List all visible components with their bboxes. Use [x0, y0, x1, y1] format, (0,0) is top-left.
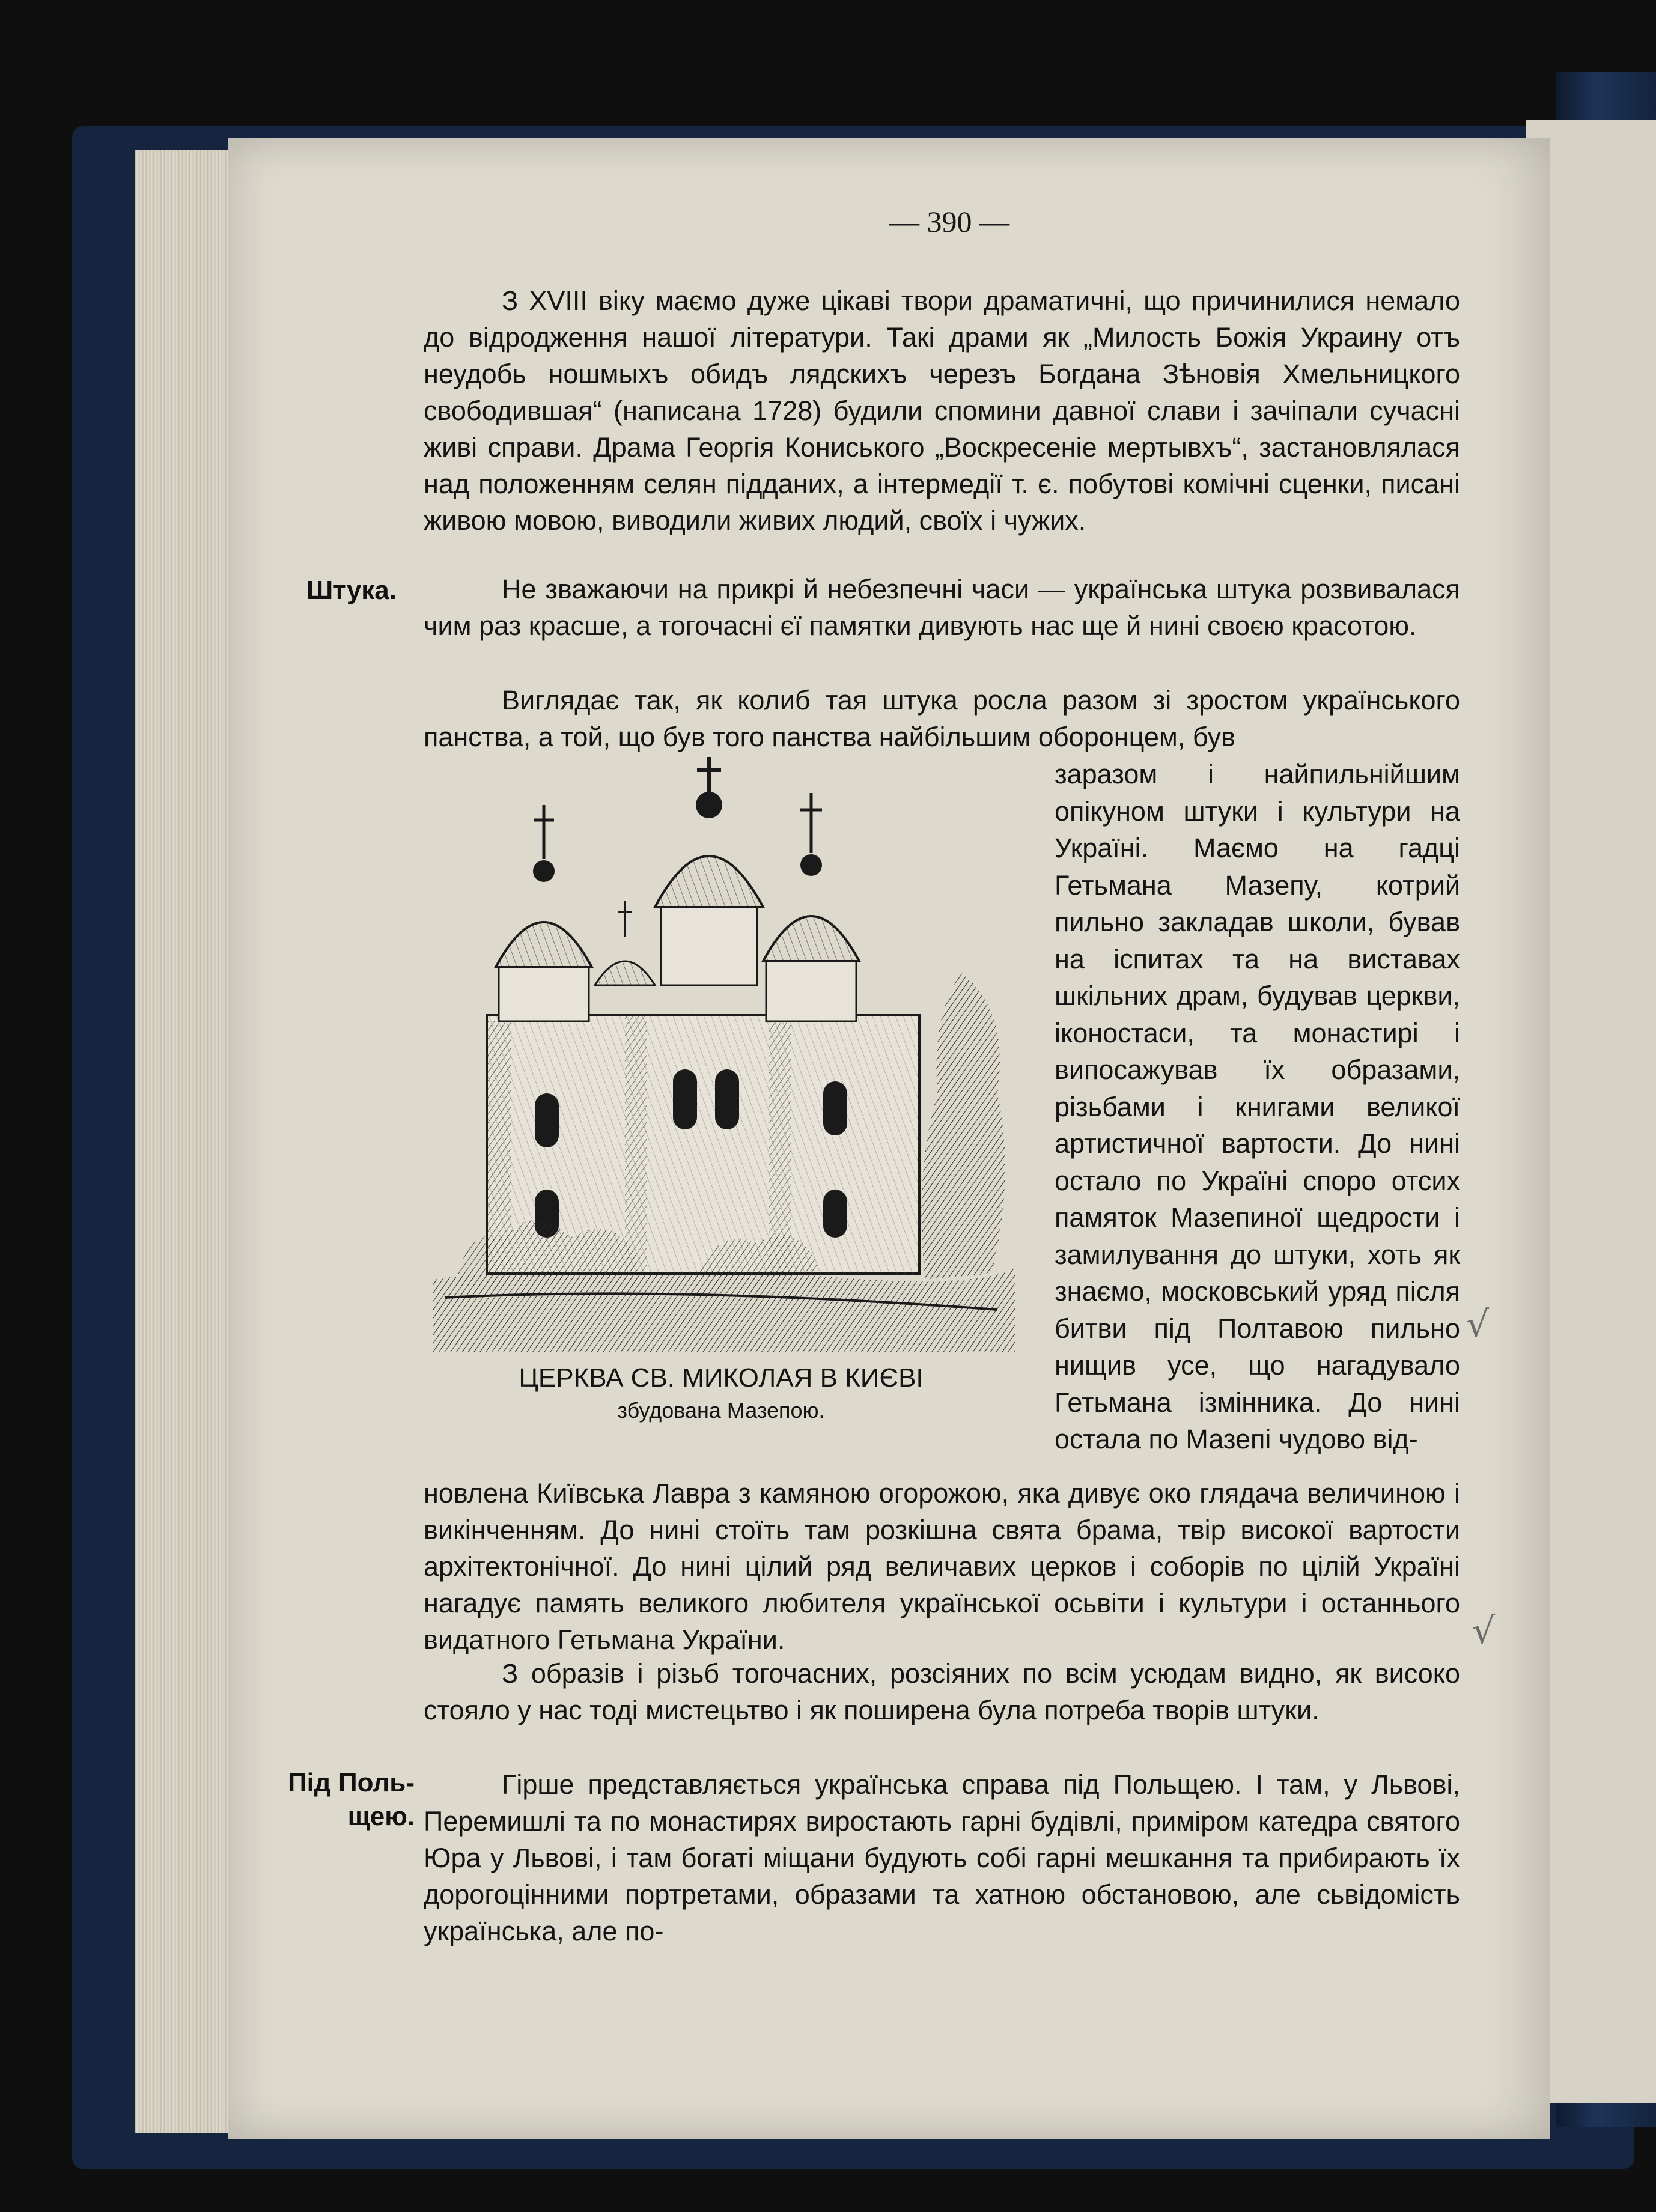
page-stack-edge [135, 150, 243, 2133]
caption-title: ЦЕРКВА СВ. МИКОЛАЯ В КИЄВІ [519, 1363, 924, 1393]
margin-note-pid-polshcheyu [276, 1766, 415, 1834]
paragraph-5-text: Гірше представляється українська справа під Польщею. І там, у Львові, Перемишлі та по монастирях виростають гарні будівлі, примірoм катедра святого Юра у Львові, і там богаті міщани будують собі гарні мешкання та прибирають їх дорогоцінними портретами, образами та хатною обстановою, але сьвідомість українська, але по- [424, 1769, 1460, 1946]
caption-subtitle: збудована Мазепою. [617, 1398, 825, 1423]
illustration-caption [421, 1361, 1021, 1426]
paragraph-3-side-text: заразом і найпильнійшим опікуном штуки і культури на Україні. Маємо на гадці Гетьмана Мазепу, котрий пильно закладав школи, бував на іспитах та на виставах шкільних драм, будував церкви, іконостаси, та монастирі і випосажував їх образами, різьбами і книгами великої артистичної вартости. До нині остало по Україні споро отсих памяток Мазепиної щедрости і замилування до штуки, хоть як знаємо, московський уряд після битви під Полтавою пильно нищив усе, що нагадувало Гетьмана ізмінника. До нині остала по Мазепі чудово від- [1055, 759, 1460, 1454]
paragraph-3-bottom [424, 1475, 1460, 1658]
paragraph-5 [424, 1766, 1460, 1949]
margin-note-line-1: Під Поль- [287, 1768, 415, 1797]
paragraph-1-text: З XVIII віку маємо дуже цікаві твори драматичні, що причинилися немало до відродження нашої літератури. Такі драми як „Милость Божія Украину отъ неудобь ношмыхъ обидъ лядскихъ черезъ Богдана Зѣновія Хмельницкого свободившая“ (написана 1728) будили спомини давної слави і зачіпали сучасні живі справи. Драма Георгія Кониського „Воскресеніе мертывхъ“, застановлялася над положенням селян підданих, а інтермедії т. є. побутові комічні сценки, писані живою мовою, виводили живих людий, своїх і чужих. [424, 285, 1460, 536]
pencil-check-mark-2: √ [1472, 1610, 1496, 1652]
paragraph-3-top [424, 682, 1460, 755]
paragraph-3-side [1055, 756, 1460, 1458]
paragraph-1 [424, 282, 1460, 539]
dome-center [655, 856, 763, 907]
pencil-check-mark-1: √ [1466, 1304, 1490, 1346]
margin-note-line-2: щею. [347, 1802, 415, 1831]
paragraph-3-bottom-text: новлена Київська Лавра з камяною огорожою, яка дивує око глядача величиною і викінченням. До нині стоїть там розкішна свята брама, твір високої вартости архітектонічної. До нині цілий ряд величавих церков і соборів по цілій Україні нагадує память великого любителя української осьвіти і культури і останнього видатного Гетьмана України. [424, 1478, 1460, 1655]
paragraph-4 [424, 1655, 1460, 1728]
paragraph-2-text: Не зважаючи на прикрі й небезпечні часи — українська штука розвивалася чим раз красше, а тогочасні єї памятки дивують нас ще й нині своєю красотою. [424, 574, 1460, 641]
church-illustration [433, 757, 1015, 1352]
margin-note-shtuka: Штука. [306, 576, 397, 605]
page-number: — 390 — [889, 205, 1009, 239]
tree-right [921, 973, 1005, 1280]
paragraph-4-text: З образів і різьб тогочасних, розсіяних по всім усюдам видно, як високо стояло у нас тоді мистецьтво і як поширена була потреба творів штуки. [424, 1658, 1460, 1725]
paragraph-2 [424, 571, 1460, 644]
dome-left [496, 922, 592, 967]
paragraph-3-top-text: Виглядає так, як колиб тая штука росла разом зі зростом українського панства, а той, що був того панства найбільшим оборонцем, був [424, 685, 1460, 752]
dome-right [763, 916, 859, 961]
